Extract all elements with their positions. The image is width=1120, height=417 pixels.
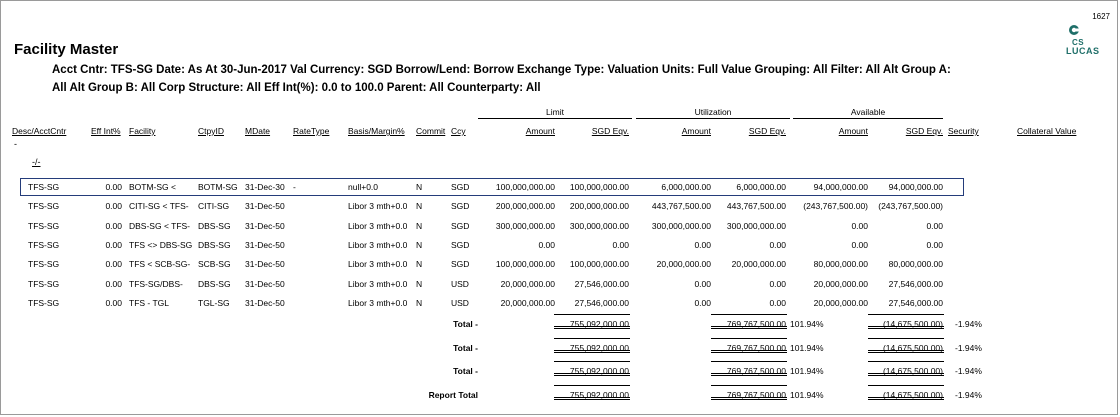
row-avail-sgd: 27,546,000.00: [888, 297, 943, 308]
report-criteria-line1: Acct Cntr: TFS-SG Date: As At 30-Jun-2017 Val Currency: SGD Borrow/Lend: Borrow Exchange Type: Valuation Units: Full Value Grouping: All Filter: All Alt Group A:: [52, 64, 951, 76]
total-util-pct: 101.94%: [790, 342, 824, 353]
table-row[interactable]: [0, 218, 1120, 235]
row-ccy: SGD: [451, 201, 470, 212]
row-mdate: 31-Dec-50: [245, 259, 285, 270]
total-util-pct: 101.94%: [790, 366, 824, 376]
total-util-pct: 101.94%: [790, 319, 824, 329]
row-limit-amount: 100,000,000.00: [495, 182, 555, 192]
row-commit: N: [416, 239, 423, 250]
group-underline-available: [793, 118, 943, 119]
total-avail-pct: -1.94%: [955, 366, 982, 376]
total-row: [0, 361, 1120, 381]
row-util-sgd: 0.00: [769, 278, 786, 289]
row-avail-amount: (243,767,500.00): [803, 201, 868, 212]
row-limit-sgd: 100,000,000.00: [569, 259, 629, 270]
total-row: [0, 385, 1120, 405]
col-header-util-sgd: SGD Eqv.: [748, 126, 786, 136]
row-ccy: SGD: [451, 182, 470, 192]
total-label: Report Total: [428, 389, 478, 400]
row-mdate: 31-Dec-50: [245, 239, 285, 250]
row-mdate: 31-Dec-50: [245, 201, 285, 212]
row-mdate: 31-Dec-50: [245, 297, 285, 308]
table-row[interactable]: [0, 237, 1120, 254]
row-basis: null+0.0: [348, 182, 379, 192]
row-desc: TFS-SG: [28, 297, 60, 308]
row-limit-amount: 300,000,000.00: [495, 220, 555, 231]
row-desc: TFS-SG: [28, 201, 60, 212]
row-util-sgd: 300,000,000.00: [726, 220, 786, 231]
row-limit-sgd: 27,546,000.00: [574, 278, 629, 289]
total-util-sgd: 769,767,500.00: [726, 319, 786, 329]
row-util-sgd: 0.00: [769, 239, 786, 250]
subsection-label: -/-: [32, 157, 41, 167]
row-limit-amount: 200,000,000.00: [495, 201, 555, 212]
col-header-ccy: Ccy: [451, 126, 466, 136]
row-limit-amount: 20,000,000.00: [500, 278, 555, 289]
col-header-security: Security: [948, 126, 979, 136]
row-commit: N: [416, 259, 423, 270]
row-avail-amount: 0.00: [851, 220, 868, 231]
row-ccy: SGD: [451, 220, 470, 231]
row-basis: Libor 3 mth+0.0: [348, 220, 408, 231]
row-mdate: 31-Dec-50: [245, 220, 285, 231]
total-avail-sgd: (14,675,500.00): [882, 389, 943, 400]
row-ctpy: DBS-SG: [198, 239, 231, 250]
group-header-limit: Limit: [546, 107, 564, 117]
row-facility: TFS-SG/DBS-: [129, 278, 183, 289]
logo-swirl-icon: [1068, 24, 1080, 36]
logo-line2: LUCAS: [1066, 46, 1100, 56]
table-row[interactable]: [0, 295, 1120, 312]
row-basis: Libor 3 mth+0.0: [348, 297, 408, 308]
row-ccy: USD: [451, 278, 469, 289]
row-eff-int: 0.00: [105, 259, 122, 270]
row-commit: N: [416, 201, 423, 212]
row-ctpy: SCB-SG: [198, 259, 231, 270]
col-header-facility: Facility: [129, 126, 156, 136]
row-util-amount: 20,000,000.00: [656, 259, 711, 270]
report-criteria-line2: All Alt Group B: All Corp Structure: All Eff Int(%): 0.0 to 100.0 Parent: All Counterparty: All: [52, 82, 541, 94]
row-facility: DBS-SG < TFS-: [129, 220, 191, 231]
total-row: [0, 338, 1120, 358]
table-row[interactable]: [0, 198, 1120, 215]
total-avail-sgd: (14,675,500.00): [882, 366, 943, 376]
row-ratetype: -: [293, 182, 296, 192]
row-util-amount: 300,000,000.00: [651, 220, 711, 231]
row-facility: BOTM-SG <: [129, 182, 176, 192]
row-avail-sgd: 0.00: [926, 239, 943, 250]
row-util-amount: 443,767,500.00: [651, 201, 711, 212]
col-header-basis: Basis/Margin%: [348, 126, 405, 136]
company-logo: [1062, 24, 1102, 58]
row-limit-sgd: 100,000,000.00: [569, 182, 629, 192]
row-limit-sgd: 300,000,000.00: [569, 220, 629, 231]
total-util-pct: 101.94%: [790, 389, 824, 400]
total-limit-sgd: 755,092,000.00: [569, 366, 629, 376]
row-basis: Libor 3 mth+0.0: [348, 278, 408, 289]
col-header-commit: Commit: [416, 126, 446, 136]
row-ctpy: DBS-SG: [198, 278, 231, 289]
row-desc: TFS-SG: [28, 182, 60, 192]
row-avail-sgd: 0.00: [926, 220, 943, 231]
row-facility: TFS <> DBS-SG: [129, 239, 193, 250]
row-ctpy: DBS-SG: [198, 220, 231, 231]
group-header-available: Available: [850, 107, 886, 117]
table-row[interactable]: [0, 276, 1120, 293]
row-desc: TFS-SG: [28, 259, 60, 270]
row-util-sgd: 20,000,000.00: [731, 259, 786, 270]
row-avail-sgd: 80,000,000.00: [888, 259, 943, 270]
total-label: Total -: [453, 342, 478, 353]
row-commit: N: [416, 278, 423, 289]
row-limit-amount: 20,000,000.00: [500, 297, 555, 308]
row-facility: TFS - TGL: [129, 297, 169, 308]
row-util-amount: 0.00: [694, 239, 711, 250]
row-commit: N: [416, 182, 423, 192]
row-util-sgd: 6,000,000.00: [736, 182, 786, 192]
row-util-amount: 0.00: [694, 278, 711, 289]
col-header-util-amount: Amount: [681, 126, 711, 136]
total-util-sgd: 769,767,500.00: [726, 342, 786, 353]
group-underline-limit: [478, 118, 632, 119]
row-desc: TFS-SG: [28, 220, 60, 231]
row-mdate: 31-Dec-50: [245, 278, 285, 289]
row-limit-sgd: 0.00: [612, 239, 629, 250]
col-header-desc: Desc/AcctCntr: [12, 126, 67, 136]
row-ctpy: BOTM-SG: [198, 182, 238, 192]
row-eff-int: 0.00: [105, 297, 122, 308]
total-avail-pct: -1.94%: [955, 319, 982, 329]
row-eff-int: 0.00: [105, 182, 122, 192]
row-avail-sgd: (243,767,500.00): [878, 201, 943, 212]
logo-line1: CS: [1072, 38, 1085, 47]
row-facility: TFS < SCB-SG-: [129, 259, 191, 270]
row-mdate: 31-Dec-30: [245, 182, 285, 192]
report-title: Facility Master: [14, 41, 119, 58]
group-header-utilization: Utilization: [694, 107, 732, 117]
row-util-amount: 6,000,000.00: [661, 182, 711, 192]
col-header-avail-amount: Amount: [838, 126, 868, 136]
table-row[interactable]: [0, 256, 1120, 273]
total-label: Total -: [453, 319, 478, 329]
row-eff-int: 0.00: [105, 201, 122, 212]
row-limit-sgd: 200,000,000.00: [569, 201, 629, 212]
row-ctpy: TGL-SG: [198, 297, 230, 308]
group-underline-utilization: [636, 118, 790, 119]
total-avail-pct: -1.94%: [955, 342, 982, 353]
row-ccy: USD: [451, 297, 469, 308]
row-commit: N: [416, 297, 423, 308]
page-number: 1627: [1092, 12, 1110, 21]
col-header-ratetype: RateType: [293, 126, 330, 136]
row-avail-amount: 94,000,000.00: [813, 182, 868, 192]
row-eff-int: 0.00: [105, 220, 122, 231]
total-avail-pct: -1.94%: [955, 389, 982, 400]
row-avail-amount: 20,000,000.00: [813, 297, 868, 308]
row-basis: Libor 3 mth+0.0: [348, 239, 408, 250]
row-desc: TFS-SG: [28, 239, 60, 250]
total-label: Total -: [453, 366, 478, 376]
total-avail-sgd: (14,675,500.00): [882, 319, 943, 329]
col-header-eff-int: Eff Int%: [91, 126, 121, 136]
row-facility: CITI-SG < TFS-: [129, 201, 189, 212]
col-header-ctpy: CtpyID: [198, 126, 224, 136]
row-commit: N: [416, 220, 423, 231]
total-limit-sgd: 755,092,000.00: [569, 319, 629, 329]
row-desc: TFS-SG: [28, 278, 60, 289]
group-dash-marker: -: [14, 139, 17, 149]
row-util-amount: 0.00: [694, 297, 711, 308]
selected-row-highlight[interactable]: [20, 178, 964, 196]
row-eff-int: 0.00: [105, 239, 122, 250]
row-limit-amount: 0.00: [538, 239, 555, 250]
row-avail-amount: 20,000,000.00: [813, 278, 868, 289]
total-row: [0, 314, 1120, 334]
row-ccy: SGD: [451, 259, 470, 270]
row-avail-sgd: 94,000,000.00: [888, 182, 943, 192]
col-header-limit-sgd: SGD Eqv.: [591, 126, 629, 136]
total-util-sgd: 769,767,500.00: [726, 389, 786, 400]
col-header-avail-sgd: SGD Eqv.: [905, 126, 943, 136]
total-limit-sgd: 755,092,000.00: [569, 342, 629, 353]
row-avail-sgd: 27,546,000.00: [888, 278, 943, 289]
row-limit-amount: 100,000,000.00: [495, 259, 555, 270]
row-basis: Libor 3 mth+0.0: [348, 201, 408, 212]
row-ctpy: CITI-SG: [198, 201, 230, 212]
row-limit-sgd: 27,546,000.00: [574, 297, 629, 308]
col-header-mdate: MDate: [245, 126, 271, 136]
col-header-collateral: Collateral Value: [1017, 126, 1077, 136]
row-ccy: SGD: [451, 239, 470, 250]
row-util-sgd: 0.00: [769, 297, 786, 308]
row-avail-amount: 80,000,000.00: [813, 259, 868, 270]
row-avail-amount: 0.00: [851, 239, 868, 250]
row-basis: Libor 3 mth+0.0: [348, 259, 408, 270]
total-avail-sgd: (14,675,500.00): [882, 342, 943, 353]
row-eff-int: 0.00: [105, 278, 122, 289]
row-util-sgd: 443,767,500.00: [726, 201, 786, 212]
total-limit-sgd: 755,092,000.00: [569, 389, 629, 400]
total-util-sgd: 769,767,500.00: [726, 366, 786, 376]
col-header-limit-amount: Amount: [525, 126, 555, 136]
